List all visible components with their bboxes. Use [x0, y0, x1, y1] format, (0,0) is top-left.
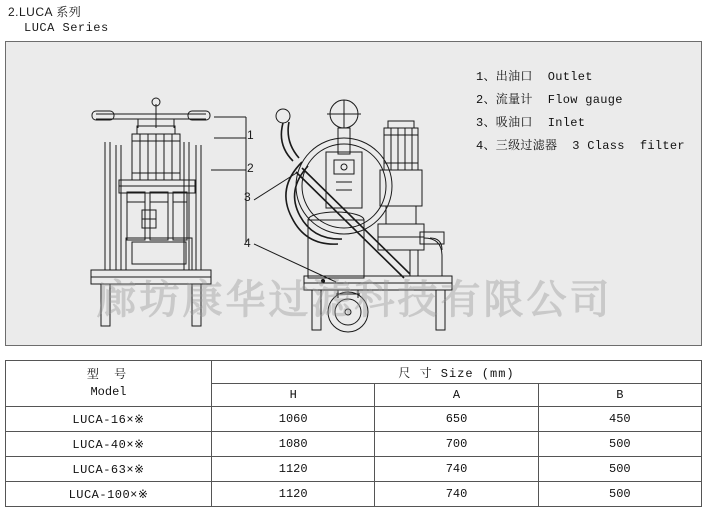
cell-b: 500: [538, 457, 701, 482]
cell-a: 700: [375, 432, 538, 457]
callout-2: 2: [247, 161, 254, 175]
callout-3: 3: [244, 190, 251, 204]
cell-a: 650: [375, 407, 538, 432]
cell-model: LUCA-40×※: [6, 432, 212, 457]
cell-b: 500: [538, 482, 701, 507]
table-row: [6, 432, 702, 457]
figure-panel: [5, 41, 702, 346]
legend-list: [476, 66, 685, 158]
dim-header-a: A: [375, 384, 538, 407]
table-row: [6, 407, 702, 432]
size-header-cell: 尺 寸 Size (mm): [212, 361, 702, 384]
model-header-en: Model: [90, 384, 127, 399]
callout-4: 4: [244, 236, 251, 250]
cell-model: LUCA-100×※: [6, 482, 212, 507]
legend-item-filter: 4、三级过滤器 3 Class filter: [476, 139, 685, 153]
legend-item-flow-gauge: 2、流量计 Flow gauge: [476, 93, 623, 107]
dim-header-h: H: [212, 384, 375, 407]
table-header-row: [6, 361, 702, 384]
cell-b: 500: [538, 432, 701, 457]
cell-h: 1120: [212, 482, 375, 507]
page-title-en: LUCA Series: [24, 21, 109, 35]
legend-item-outlet: 1、出油口 Outlet: [476, 70, 593, 84]
table-row: [6, 457, 702, 482]
cell-h: 1080: [212, 432, 375, 457]
dim-header-b: B: [538, 384, 701, 407]
cell-b: 450: [538, 407, 701, 432]
cell-model: LUCA-63×※: [6, 457, 212, 482]
legend-item-inlet: 3、吸油口 Inlet: [476, 116, 586, 130]
page-title: [8, 4, 408, 36]
cell-a: 740: [375, 457, 538, 482]
spec-table: [5, 360, 702, 507]
watermark-text: 廊坊康华过滤科技有限公司: [96, 278, 613, 322]
model-header-cn: 型 号: [86, 367, 131, 382]
callout-1: 1: [247, 128, 254, 142]
cell-h: 1120: [212, 457, 375, 482]
cell-h: 1060: [212, 407, 375, 432]
cell-a: 740: [375, 482, 538, 507]
cell-model: LUCA-16×※: [6, 407, 212, 432]
table-row: [6, 482, 702, 507]
model-header-cell: [6, 361, 212, 407]
page-title-cn: 2.LUCA 系列: [8, 5, 82, 19]
